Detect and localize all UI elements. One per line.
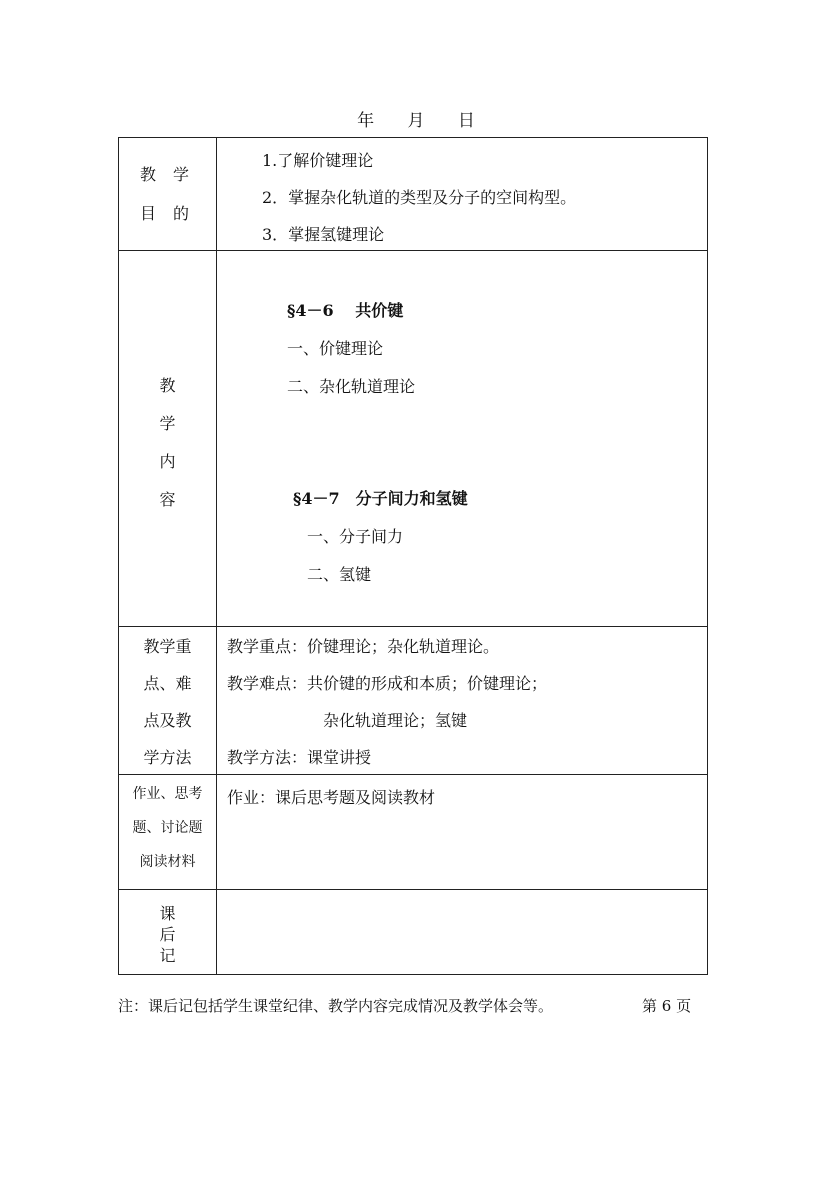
homework-content-cell [217,775,707,889]
homework-label-line: 作业、思考 [132,786,203,802]
content-label-char: 容 [159,490,176,509]
month-label: 月 [407,111,427,131]
content-label-char: 教 [159,376,176,395]
homework-row [119,775,707,890]
afterclass-label-char: 记 [159,946,176,965]
objectives-label-2: 目 的 [139,204,196,223]
lesson-plan-table [118,137,708,975]
focus-label-line: 点及教 [143,711,192,730]
section-item: 一、分子间力 [307,527,404,546]
focus-line: 教学难点：共价键的形成和本质；价键理论； [227,674,548,693]
objectives-label-cell [119,138,217,250]
objectives-row [119,138,707,251]
section-item: 一、价键理论 [287,339,384,358]
objective-item: 3．掌握氢键理论 [262,225,385,244]
content-body-cell [217,251,707,626]
objective-item: 2．掌握杂化轨道的类型及分子的空间构型。 [262,188,577,207]
focus-row [119,627,707,775]
focus-content-cell [217,627,707,774]
homework-text: 作业：课后思考题及阅读教材 [227,788,436,807]
focus-label-line: 学方法 [143,748,192,767]
homework-label-cell [119,775,217,889]
section-title: §4－6 共价键 [287,301,404,320]
section-item: 二、杂化轨道理论 [287,377,416,396]
section-title: §4－7 分子间力和氢键 [293,489,468,508]
objectives-content-cell [217,138,707,250]
focus-label-line: 点、难 [143,674,192,693]
content-row [119,251,707,627]
afterclass-label-char: 后 [159,925,176,944]
day-label: 日 [457,111,477,131]
date-line [0,106,834,131]
afterclass-content-cell [217,890,707,974]
homework-label-line: 阅读材料 [139,854,196,870]
year-label: 年 [357,111,377,131]
page-number: 第 6 页 [642,997,692,1015]
content-label-cell [119,251,217,626]
afterclass-label-char: 课 [159,904,176,923]
footer-note: 注：课后记包括学生课堂纪律、教学内容完成情况及教学体会等。 [118,997,554,1015]
objective-item: 1.了解价键理论 [262,151,374,170]
focus-label-line: 教学重 [143,637,192,656]
focus-label-cell [119,627,217,774]
objectives-label-1: 教 学 [139,165,196,184]
afterclass-row [119,890,707,974]
content-label-char: 学 [159,414,176,433]
homework-label-line: 题、讨论题 [132,820,203,836]
focus-line: 教学方法：课堂讲授 [227,748,372,767]
focus-line: 杂化轨道理论；氢键 [323,711,468,730]
content-label-char: 内 [159,452,176,471]
afterclass-label-cell [119,890,217,974]
section-item: 二、氢键 [307,565,372,584]
focus-line: 教学重点：价键理论；杂化轨道理论。 [227,637,500,656]
